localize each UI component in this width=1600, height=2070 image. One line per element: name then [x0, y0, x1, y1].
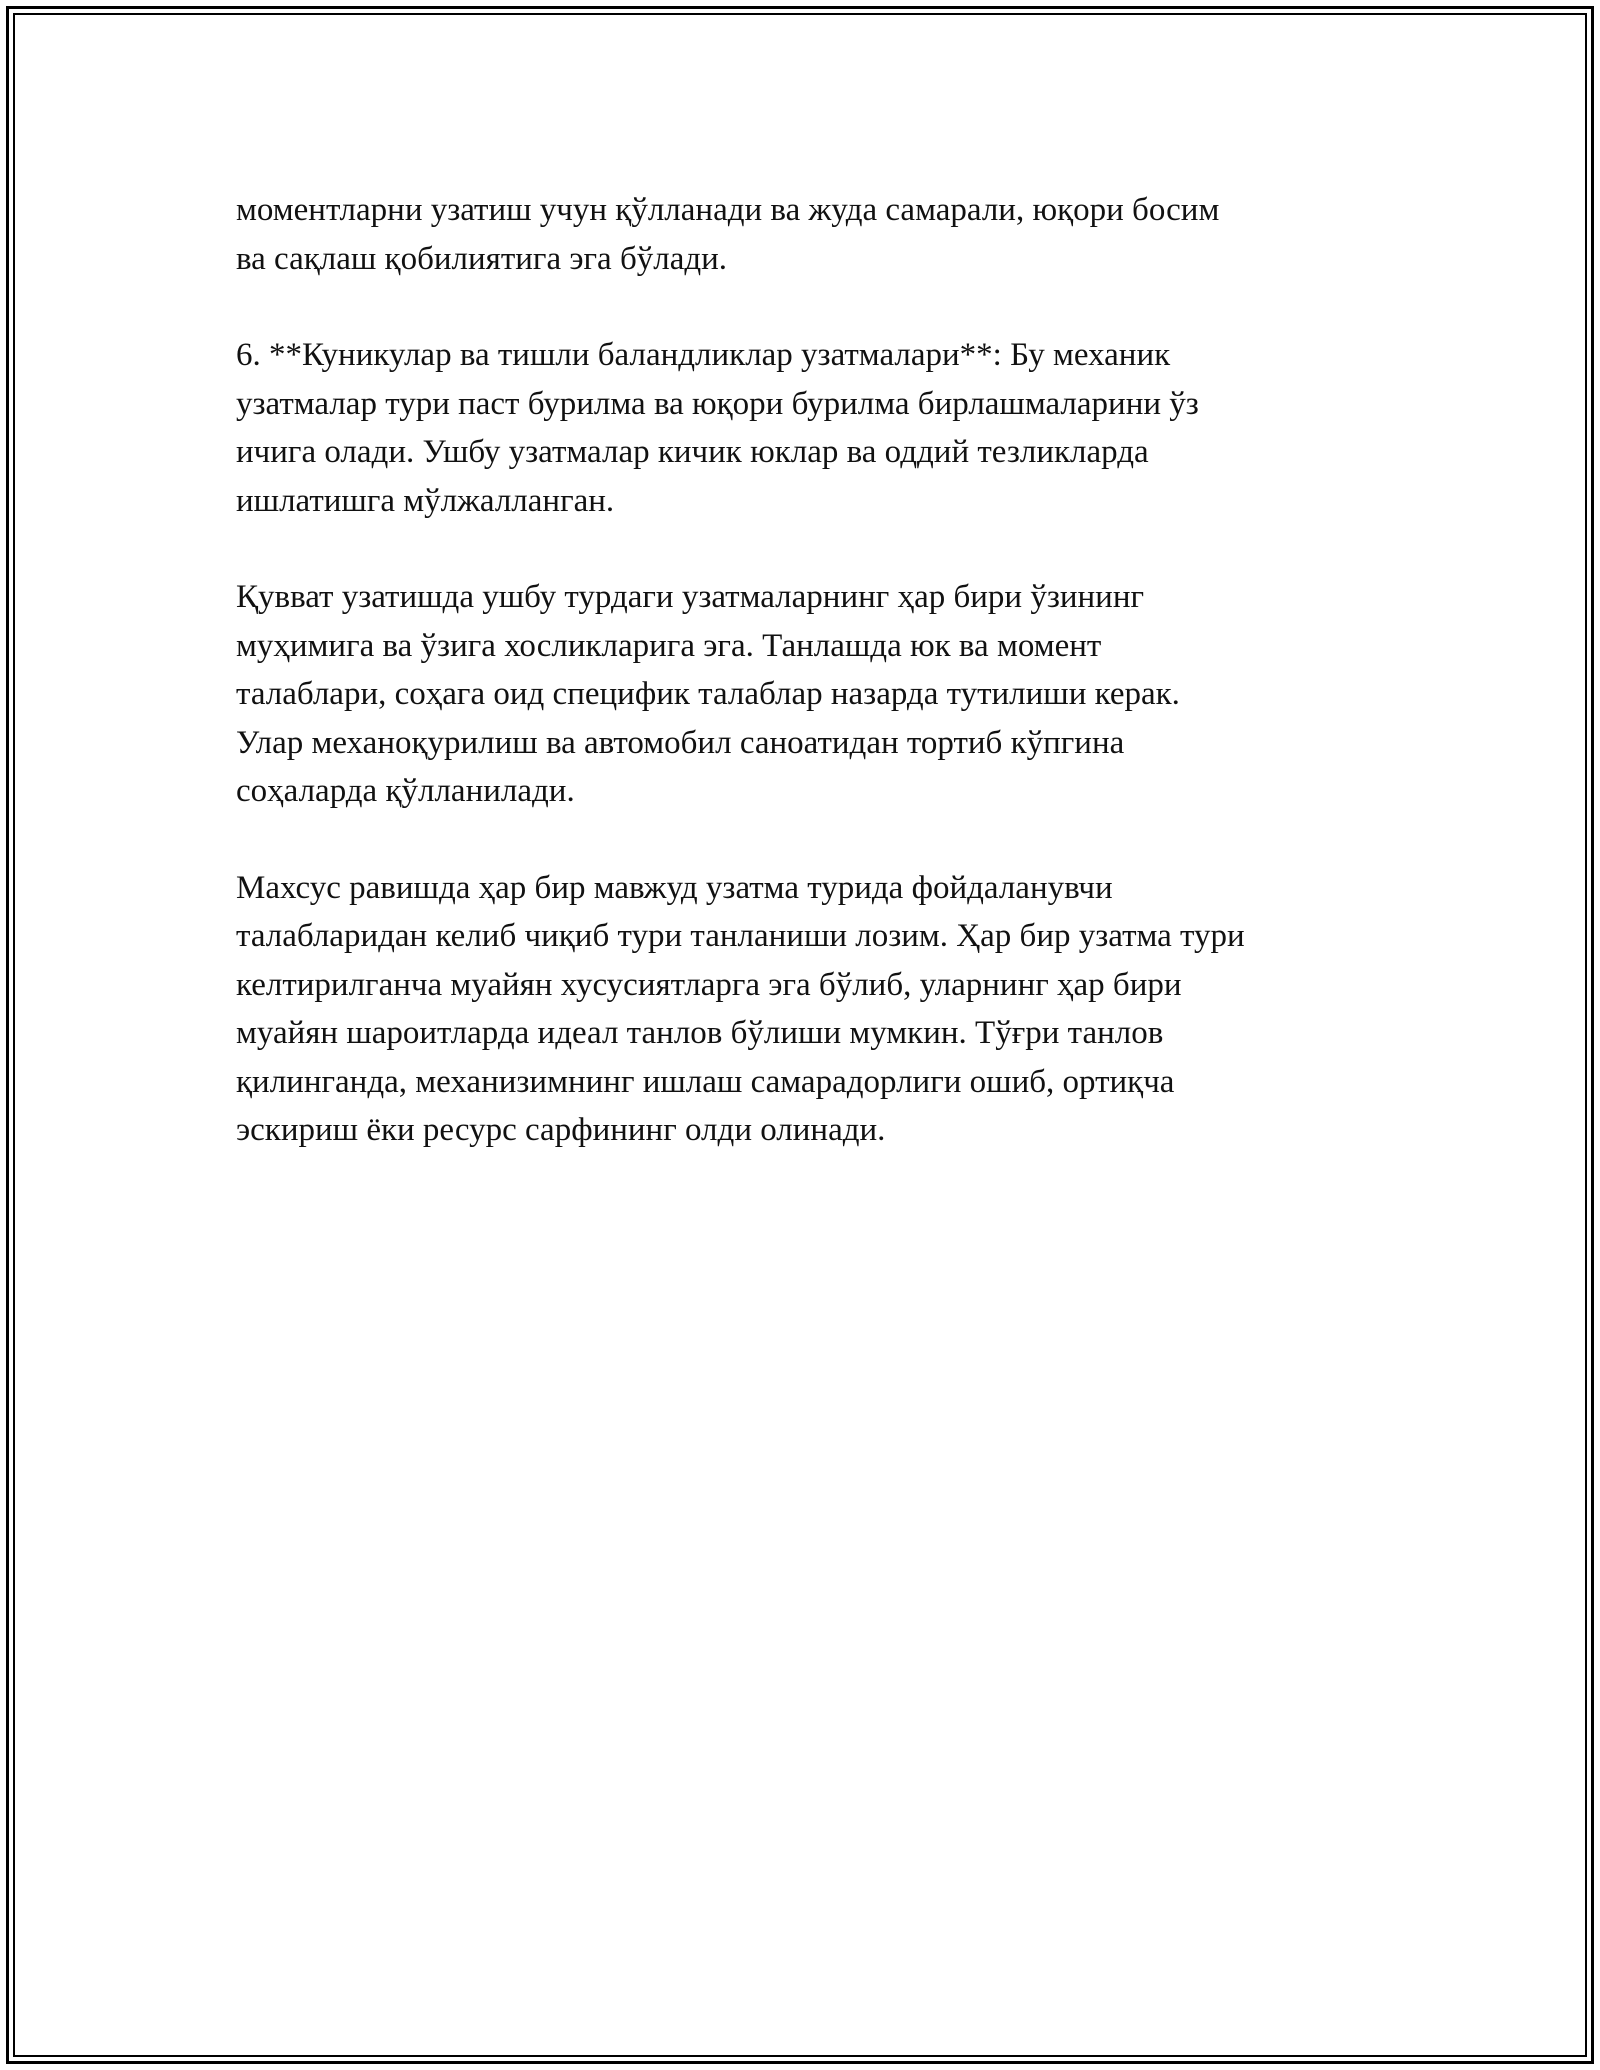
paragraph-1: [236, 186, 1376, 283]
text-line: ичига олади. Ушбу узатмалар кичик юклар ва оддий тезликларда: [236, 434, 1149, 470]
text-line: Улар механоқурилиш ва автомобил саноатидан тортиб кўпгина: [236, 724, 1125, 761]
text-line: узатмалар тури паст бурилма ва юқори бурилма бирлашмаларини ўз: [236, 385, 1199, 422]
text-line: ва сақлаш қобилиятига эга бўлади.: [236, 240, 728, 277]
text-line: талаблари, соҳага оид специфик талаблар назарда тутилиши керак.: [236, 676, 1180, 712]
text-line: талабларидан келиб чиқиб тури танланиши лозим. Ҳар бир узатма тури: [236, 918, 1245, 954]
text-line: муайян шароитларда идеал танлов бўлиши мумкин. Тўғри танлов: [236, 1015, 1164, 1051]
text-line: муҳимига ва ўзига хосликларига эга. Танлашда юк ва момент: [236, 627, 1102, 664]
text-line: ишлатишга мўлжалланган.: [236, 482, 615, 519]
paragraph-3: [236, 573, 1376, 816]
paragraph-4: [236, 864, 1376, 1155]
text-line: Қувват узатишда ушбу турдаги узатмаларнинг ҳар бири ўзининг: [236, 579, 1145, 615]
text-line: моментларни узатиш учун қўлланади ва жуда самарали, юқори босим: [236, 192, 1220, 228]
document-body: [236, 186, 1376, 1203]
text-line: соҳаларда қўлланилади.: [236, 773, 575, 809]
text-line: Махсус равишда ҳар бир мавжуд узатма турида фойдаланувчи: [236, 869, 1113, 906]
text-line: қилинганда, механизимнинг ишлаш самарадорлиги ошиб, ортиқча: [236, 1063, 1175, 1100]
text-line: келтирилганча муайян хусусиятларга эга бўлиб, уларнинг ҳар бири: [236, 966, 1182, 1003]
paragraph-2: [236, 331, 1376, 525]
text-line: 6. **Куникулар ва тишли баландликлар узатмалари**: Бу механик: [236, 337, 1171, 373]
text-line: эскириш ёки ресурс сарфининг олди олинади.: [236, 1112, 886, 1148]
